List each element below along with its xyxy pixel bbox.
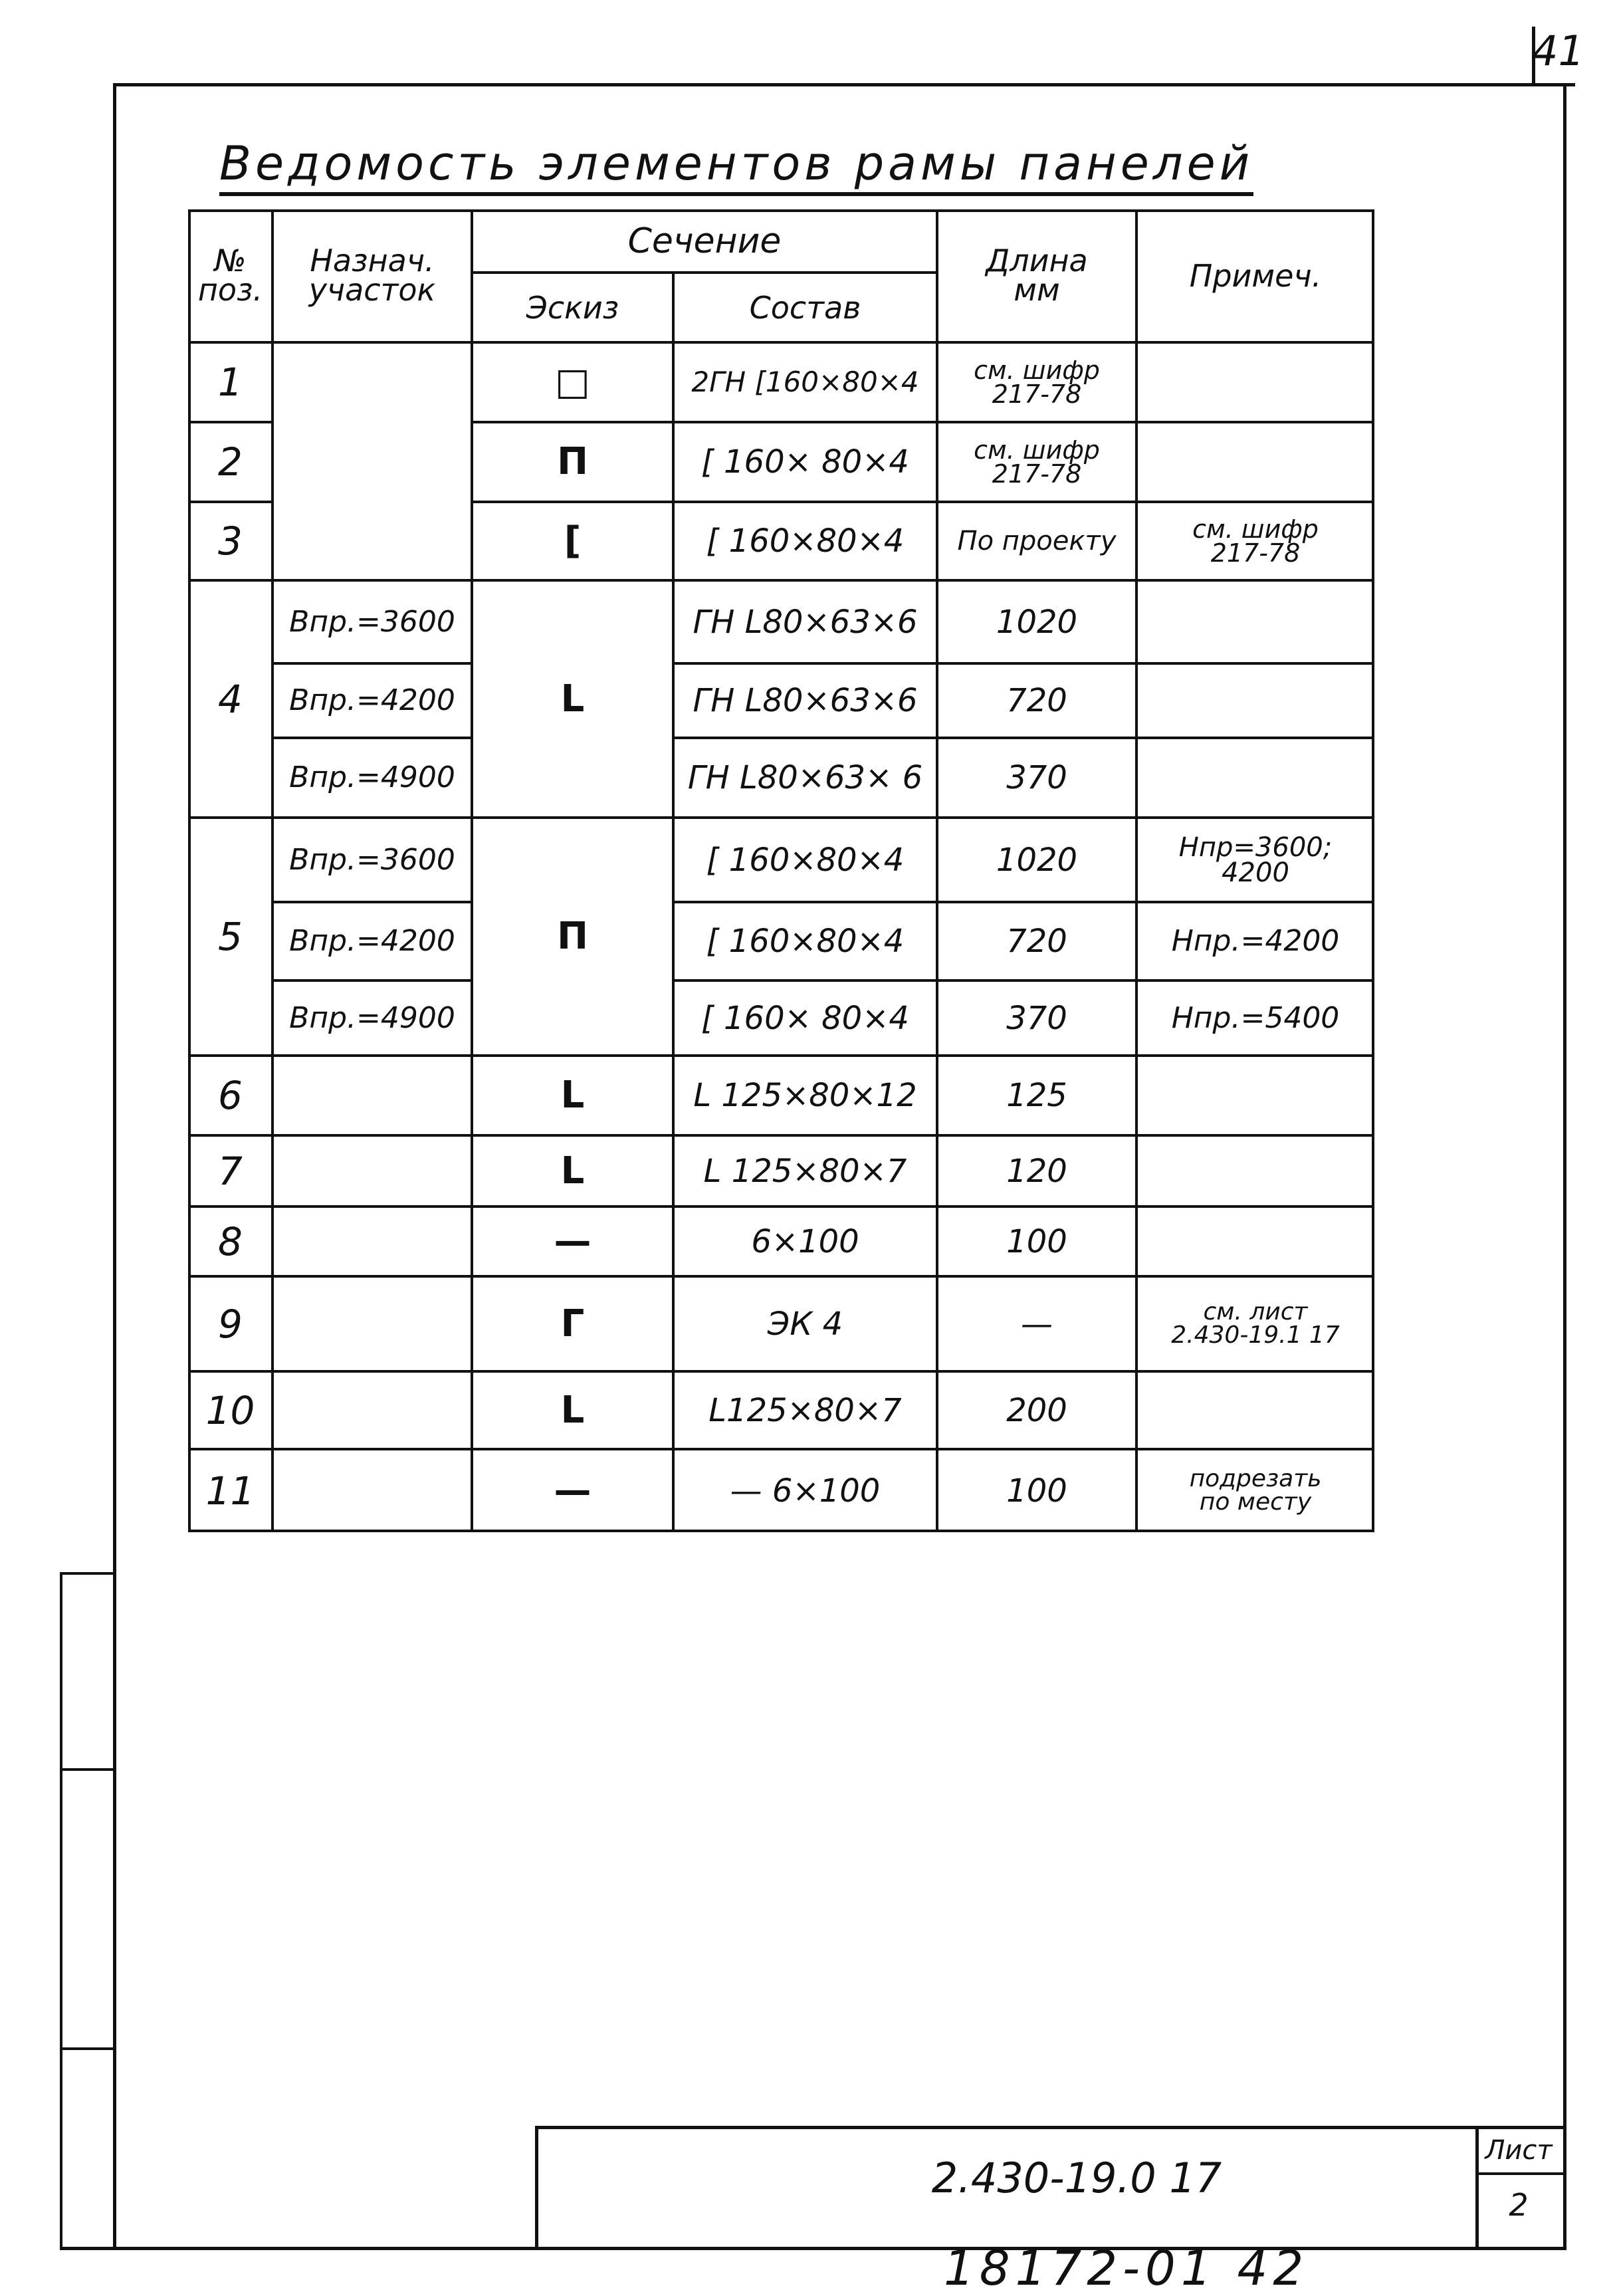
row-1-sketch: □: [555, 360, 590, 403]
row-6-note: [1136, 1056, 1374, 1135]
stamp-left-line: [535, 2126, 538, 2249]
row-4-sketch: L: [560, 677, 585, 721]
row-4a-composition: ГН L80×63×6: [693, 603, 918, 641]
row-1-note: [1136, 342, 1374, 422]
row-8-pos: 8: [218, 1218, 243, 1264]
row-11-sketch: —: [554, 1468, 592, 1512]
row-8-length: 100: [1006, 1222, 1067, 1260]
row-5a-composition: [ 160×80×4: [706, 841, 905, 879]
row-8-note: [1136, 1206, 1374, 1276]
row-9-sketch: Г: [560, 1302, 585, 1345]
row-4a-purpose: Впр.=3600: [289, 604, 455, 639]
binding-strip-tick: [60, 2047, 116, 2050]
row-3-composition: [ 160×80×4: [706, 522, 905, 560]
row-5c-purpose: Впр.=4900: [289, 1000, 455, 1035]
row-10-length: 200: [1006, 1391, 1067, 1429]
header-note: Примеч.: [1189, 258, 1322, 294]
row-5c-length: 370: [1006, 999, 1067, 1037]
row-1-pos: 1: [218, 360, 243, 405]
binding-strip-tick: [60, 1572, 116, 1575]
stamp-sheet-number: 2: [1509, 2187, 1529, 2223]
header-composition: Состав: [749, 289, 861, 326]
row-10-sketch: L: [560, 1388, 585, 1432]
row-5b-note: Нпр.=4200: [1171, 924, 1340, 958]
row-1-length: см. шифр 217-78: [974, 355, 1100, 409]
row-10-note: [1136, 1371, 1374, 1449]
row-5-pos: 5: [218, 914, 243, 959]
row-11-note: подрезать по месту: [1189, 1465, 1322, 1516]
frame-left-border: [113, 83, 116, 2250]
row-6-composition: L 125×80×12: [693, 1077, 917, 1114]
row-8-composition: 6×100: [751, 1222, 859, 1260]
row-11-length: 100: [1006, 1472, 1067, 1510]
row-8-sketch: —: [554, 1219, 592, 1263]
row-7-sketch: L: [560, 1149, 585, 1193]
row-11-composition: — 6×100: [730, 1472, 881, 1510]
row-4b-length: 720: [1006, 682, 1067, 719]
row-2-composition: [ 160× 80×4: [701, 443, 909, 481]
row-4b-composition: ГН L80×63×6: [693, 682, 918, 719]
row-4a-note: [1136, 580, 1374, 663]
page-number: 41: [1532, 27, 1584, 75]
row-7-composition: L 125×80×7: [703, 1152, 907, 1190]
spec-table: [188, 209, 1374, 1532]
row-4c-purpose: Впр.=4900: [289, 760, 455, 794]
header-sketch: Эскиз: [526, 289, 619, 326]
row-5a-length: 1020: [996, 841, 1078, 879]
archive-number: 18172-01 42: [944, 2240, 1309, 2296]
row-5b-purpose: Впр.=4200: [289, 924, 455, 958]
row-5c-note: Нпр.=5400: [1171, 1000, 1340, 1035]
row-6-pos: 6: [218, 1073, 243, 1118]
row-2-sketch: П: [557, 440, 588, 483]
row-1-composition: 2ГН [160×80×4: [691, 366, 919, 398]
row-2-note: [1136, 422, 1374, 502]
row-4-pos: 4: [218, 676, 243, 722]
row-4b-purpose: Впр.=4200: [289, 683, 455, 717]
row-5b-length: 720: [1006, 923, 1067, 960]
row-3-sketch: [: [564, 519, 582, 562]
row-3-pos: 3: [218, 518, 243, 564]
row-5-sketch: П: [557, 915, 588, 958]
header-pos: № поз.: [197, 243, 263, 308]
row-9-composition: ЭК 4: [767, 1305, 843, 1343]
stamp-document-code: 2.430-19.0 17: [931, 2154, 1222, 2202]
row-10-pos: 10: [205, 1387, 255, 1433]
binding-strip-tick: [60, 1768, 116, 1771]
stamp-sheet-label: Лист: [1485, 2135, 1553, 2166]
row-3-note: см. шифр 217-78: [1192, 514, 1319, 568]
row-5b-composition: [ 160×80×4: [706, 923, 905, 960]
row-3-length: По проекту: [957, 526, 1117, 556]
row-4c-note: [1136, 738, 1374, 818]
row-6-sketch: L: [560, 1074, 585, 1117]
row-9-pos: 9: [218, 1301, 243, 1347]
row-5a-purpose: Впр.=3600: [289, 842, 455, 877]
row-5a-note: Нпр=3600; 4200: [1178, 832, 1333, 888]
page-title: Ведомость элементов рамы панелей: [219, 136, 1253, 196]
row-4b-note: [1136, 663, 1374, 738]
stamp-sheet-line: [1475, 2172, 1566, 2175]
row-5c-composition: [ 160× 80×4: [701, 999, 909, 1037]
row-7-pos: 7: [218, 1148, 243, 1194]
header-purpose: Назнач. участок: [308, 243, 436, 308]
row-9-length: —: [1021, 1305, 1053, 1343]
frame-bottom-border: [60, 2247, 1566, 2250]
binding-strip-line: [60, 1572, 62, 2249]
row-2-length: см. шифр 217-78: [974, 435, 1100, 489]
row-4c-composition: ГН L80×63× 6: [687, 759, 923, 796]
row-4c-length: 370: [1006, 759, 1067, 796]
row-10-composition: L125×80×7: [708, 1391, 902, 1429]
row-11-pos: 11: [205, 1468, 255, 1514]
frame-right-border: [1563, 83, 1566, 2250]
row-7-note: [1136, 1135, 1374, 1206]
row-7-length: 120: [1006, 1152, 1067, 1190]
stamp-top-line: [535, 2126, 1566, 2129]
row-9-note: см. лист 2.430-19.1 17: [1171, 1298, 1340, 1349]
header-section: Сечение: [627, 221, 782, 261]
frame-top-border: [113, 83, 1575, 86]
row-4a-length: 1020: [996, 603, 1078, 641]
header-length: Длина мм: [986, 243, 1088, 308]
row-6-length: 125: [1006, 1077, 1067, 1114]
row-2-pos: 2: [218, 439, 243, 485]
